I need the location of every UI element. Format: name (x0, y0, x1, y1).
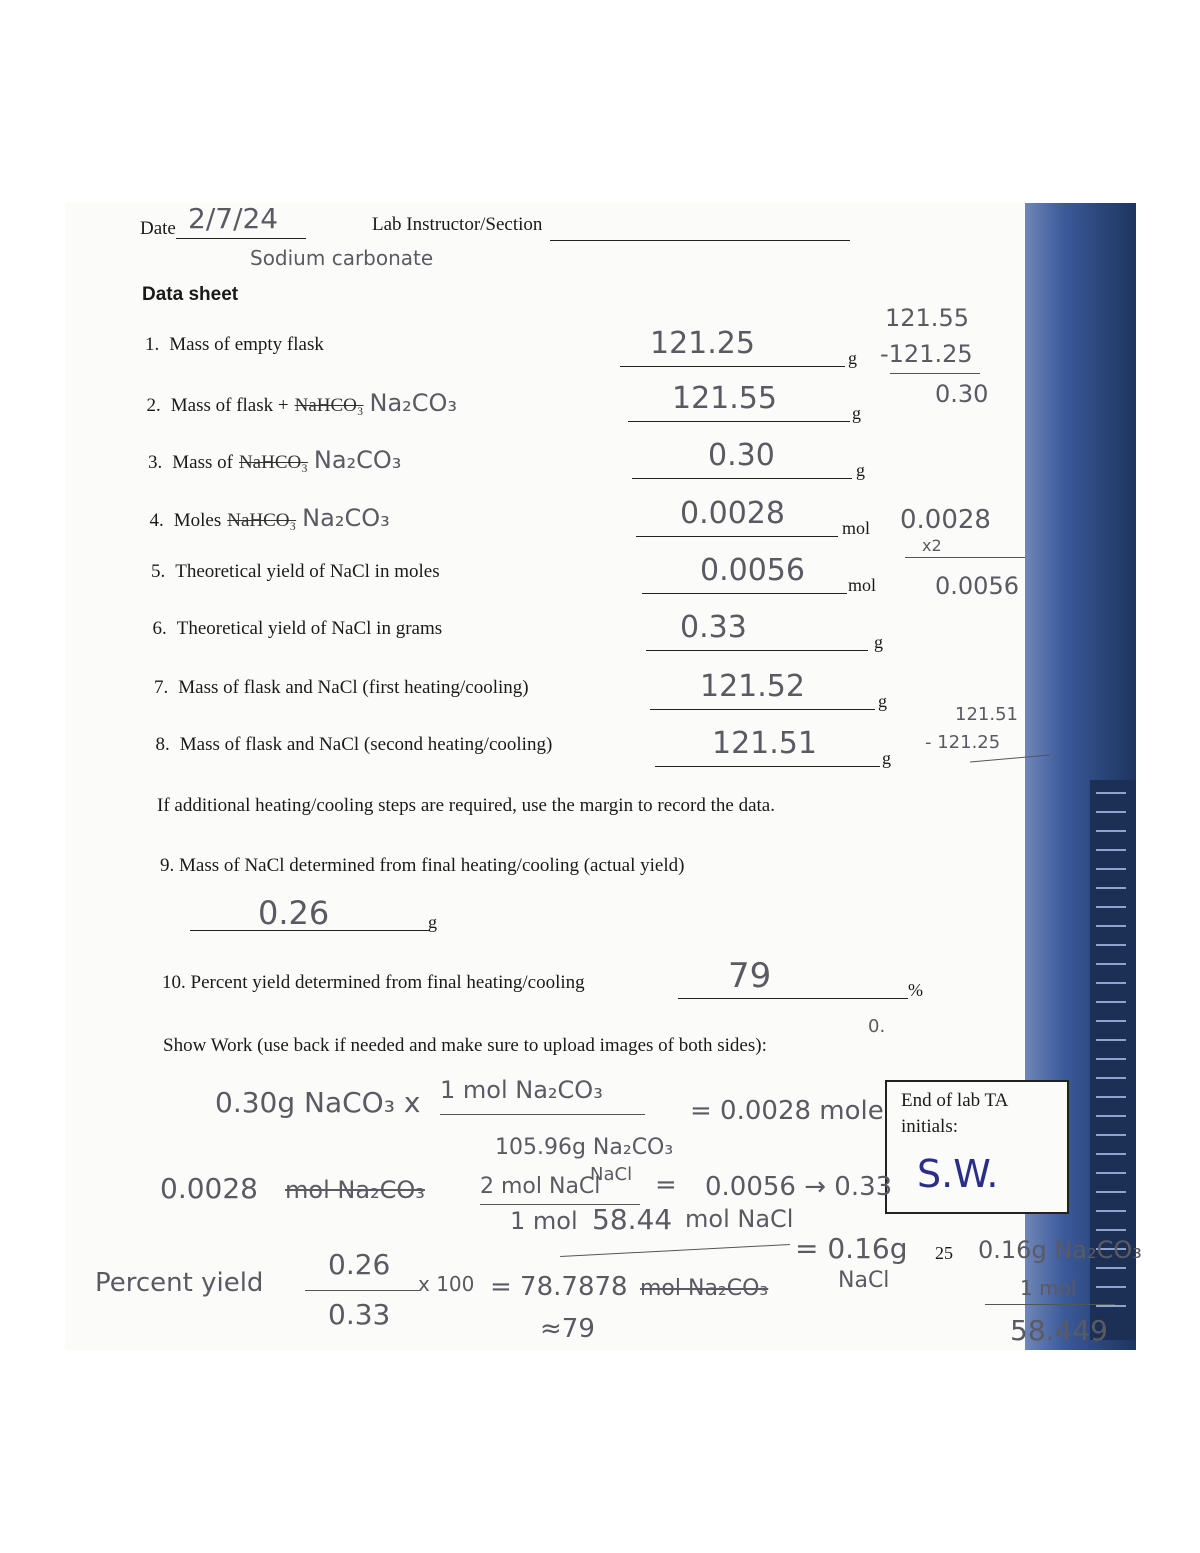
binder-tick (1096, 982, 1126, 984)
binder-tick (1096, 1305, 1126, 1307)
binder-tick (1096, 1058, 1126, 1060)
binder-tick (1096, 1229, 1126, 1231)
item-label (147, 389, 458, 417)
side-b: 1 mol (1020, 1276, 1077, 1300)
work-line1-den: 105.96g Na₂CO₃ (495, 1135, 674, 1160)
work-line1-num: 1 mol Na₂CO₃ (440, 1076, 603, 1104)
work-line2-eq: = (655, 1170, 677, 1200)
item-label (148, 446, 401, 474)
replacement-formula: Na₂CO₃ (302, 504, 390, 532)
ta-label-line1: End of lab TA (901, 1090, 1009, 1111)
item-answer: 0.0056 (700, 553, 805, 588)
binder-tick (1096, 1134, 1126, 1136)
binder-tick (1096, 944, 1126, 946)
item-text: Mass of empty flask (169, 334, 324, 355)
instructor-label: Lab Instructor/Section (372, 214, 543, 235)
replacement-formula: Na₂CO₃ (313, 446, 402, 474)
percent-round: ≈79 (540, 1314, 595, 1344)
item-unit: mol (848, 575, 877, 595)
binder-tick (1096, 1210, 1126, 1212)
binder-tick (1096, 1077, 1126, 1079)
work-line2-den: 1 mol (510, 1207, 578, 1235)
item-label (150, 504, 390, 532)
margin-sub1-result: 0.30 (935, 380, 989, 408)
item10-unit: % (908, 980, 923, 1000)
percent-num: 0.26 (328, 1248, 391, 1281)
item-number: 7. (154, 677, 169, 698)
item-text: Moles (173, 510, 222, 531)
item-unit: mol (842, 518, 871, 538)
item-text: Mass of (172, 452, 233, 473)
binder-tick (1096, 830, 1126, 832)
struck-formula: NaHCO₃ (238, 452, 308, 473)
answer-line (646, 650, 868, 651)
work-line2-result: 0.0056 → 0.33 (705, 1172, 893, 1202)
item-label (153, 618, 443, 640)
date-value: 2/7/24 (188, 202, 279, 235)
item-unit: g (856, 460, 865, 480)
additional-note: If additional heating/cooling steps are required, use the margin to record the data. (157, 795, 775, 816)
work-line2-a: 0.0028 (160, 1172, 258, 1205)
answer-line (655, 766, 880, 767)
margin-mult-result: 0.0056 (935, 572, 1019, 600)
binder-tick (1096, 963, 1126, 965)
item-label (145, 334, 324, 356)
item-answer: 0.30 (708, 438, 775, 473)
item-answer: 0.0028 (680, 496, 785, 531)
item-label (151, 561, 440, 583)
percent-label: Percent yield (95, 1268, 264, 1298)
item10-answer: 79 (728, 956, 772, 996)
work-line3-mid: 58.44 (592, 1203, 673, 1236)
binder-tick (1096, 925, 1126, 927)
struck-formula: NaHCO₃ (294, 395, 364, 416)
binder-tick (1096, 887, 1126, 889)
item-text: Theoretical yield of NaCl in grams (176, 618, 443, 639)
work-line3-unit: mol NaCl (685, 1205, 794, 1233)
side-c: 58.449 (1010, 1314, 1108, 1347)
ta-initials-box (885, 1080, 1069, 1214)
percent-rule (305, 1290, 420, 1291)
work-line1-rule (440, 1114, 645, 1115)
show-work-label: Show Work (use back if needed and make sure to upload images of both sides): (163, 1035, 767, 1056)
work-line3-nacl: NaCl (838, 1268, 890, 1293)
binder-tick (1096, 1039, 1126, 1041)
item-number: 1. (145, 334, 160, 355)
item-text: Mass of flask and NaCl (first heating/cooling) (178, 677, 529, 698)
binder-tick (1096, 1115, 1126, 1117)
stray-mark: 0. (868, 1016, 886, 1037)
item9-label: 9. Mass of NaCl determined from final heating/cooling (actual yield) (160, 855, 685, 876)
binder-tick (1096, 1191, 1126, 1193)
item-text: Mass of flask and NaCl (second heating/cooling) (179, 734, 553, 755)
binder-tick (1096, 811, 1126, 813)
answer-line (642, 593, 847, 594)
binder-tick (1096, 868, 1126, 870)
margin-mult-by: x2 (922, 536, 942, 555)
item-label (154, 677, 529, 699)
item-answer: 121.55 (672, 381, 777, 416)
side-rule (985, 1304, 1115, 1305)
answer-line (650, 709, 875, 710)
item-answer: 0.33 (680, 610, 747, 645)
item-unit: g (874, 632, 883, 652)
compound-note: Sodium carbonate (250, 246, 434, 270)
margin-sub2-top: 121.51 (955, 704, 1018, 725)
item-number: 4. (149, 510, 164, 531)
work-line2-nacl: NaCl (590, 1164, 633, 1185)
replacement-formula: Na₂CO₃ (369, 389, 458, 417)
item9-unit: g (428, 912, 437, 932)
binder-tick (1096, 792, 1126, 794)
item-number: 8. (155, 734, 170, 755)
item-answer: 121.25 (650, 326, 755, 361)
work-line2-struck: mol Na₂CO₃ (285, 1176, 425, 1204)
struck-formula: NaHCO₃ (227, 510, 297, 531)
percent-result: = 78.7878 (490, 1272, 628, 1302)
binder-tick (1096, 1020, 1126, 1022)
work-line3-result: = 0.16g (795, 1232, 908, 1265)
margin-sub2-bottom: - 121.25 (925, 732, 1001, 753)
margin-sub1-bottom: -121.25 (880, 340, 973, 368)
item-text: Mass of flask + (170, 395, 289, 416)
item10-label: 10. Percent yield determined from final heating/cooling (162, 972, 585, 993)
answer-line (636, 536, 838, 537)
ta-label-line2: initials: (901, 1116, 958, 1137)
margin-mult-rule (905, 557, 1025, 558)
binder-tick (1096, 1267, 1126, 1269)
binder-tick (1096, 1286, 1126, 1288)
item-answer: 121.52 (700, 669, 805, 704)
work-line2-num: 2 mol NaCl (480, 1174, 601, 1199)
percent-struck: mol Na₂CO₃ (640, 1276, 769, 1301)
date-label: Date (140, 218, 176, 239)
item-answer: 121.51 (712, 726, 817, 761)
item-unit: g (848, 348, 857, 368)
section-title: Data sheet (142, 284, 239, 305)
binder-tick (1096, 1172, 1126, 1174)
margin-sub1-rule (890, 373, 980, 374)
item-unit: g (882, 748, 891, 768)
answer-line (628, 421, 850, 422)
binder-tick (1096, 1001, 1126, 1003)
item-unit: g (852, 403, 861, 423)
item-unit: g (878, 691, 887, 711)
binder-tick (1096, 849, 1126, 851)
work-line1-a: 0.30g NaCO₃ x (215, 1086, 421, 1119)
binder-tick (1096, 1153, 1126, 1155)
binder-tick (1096, 1096, 1126, 1098)
work-line1-result: = 0.0028 mole (690, 1096, 884, 1126)
binder-tick (1096, 906, 1126, 908)
item-number: 3. (148, 452, 163, 473)
item-number: 6. (152, 618, 167, 639)
item-number: 2. (146, 395, 161, 416)
ta-initials: S.W. (917, 1152, 999, 1196)
item-number: 5. (151, 561, 166, 582)
item9-answer: 0.26 (258, 894, 330, 932)
item-text: Theoretical yield of NaCl in moles (175, 561, 440, 582)
answer-line (632, 478, 852, 479)
percent-x: x 100 (418, 1272, 475, 1296)
side-num: 25 (935, 1243, 953, 1263)
margin-mult-top: 0.0028 (900, 505, 991, 535)
percent-den: 0.33 (328, 1298, 391, 1331)
side-a: 0.16g Na₂CO₃ (978, 1236, 1142, 1264)
margin-sub1-top: 121.55 (885, 304, 969, 332)
item-label (156, 734, 553, 756)
answer-line (620, 366, 845, 367)
